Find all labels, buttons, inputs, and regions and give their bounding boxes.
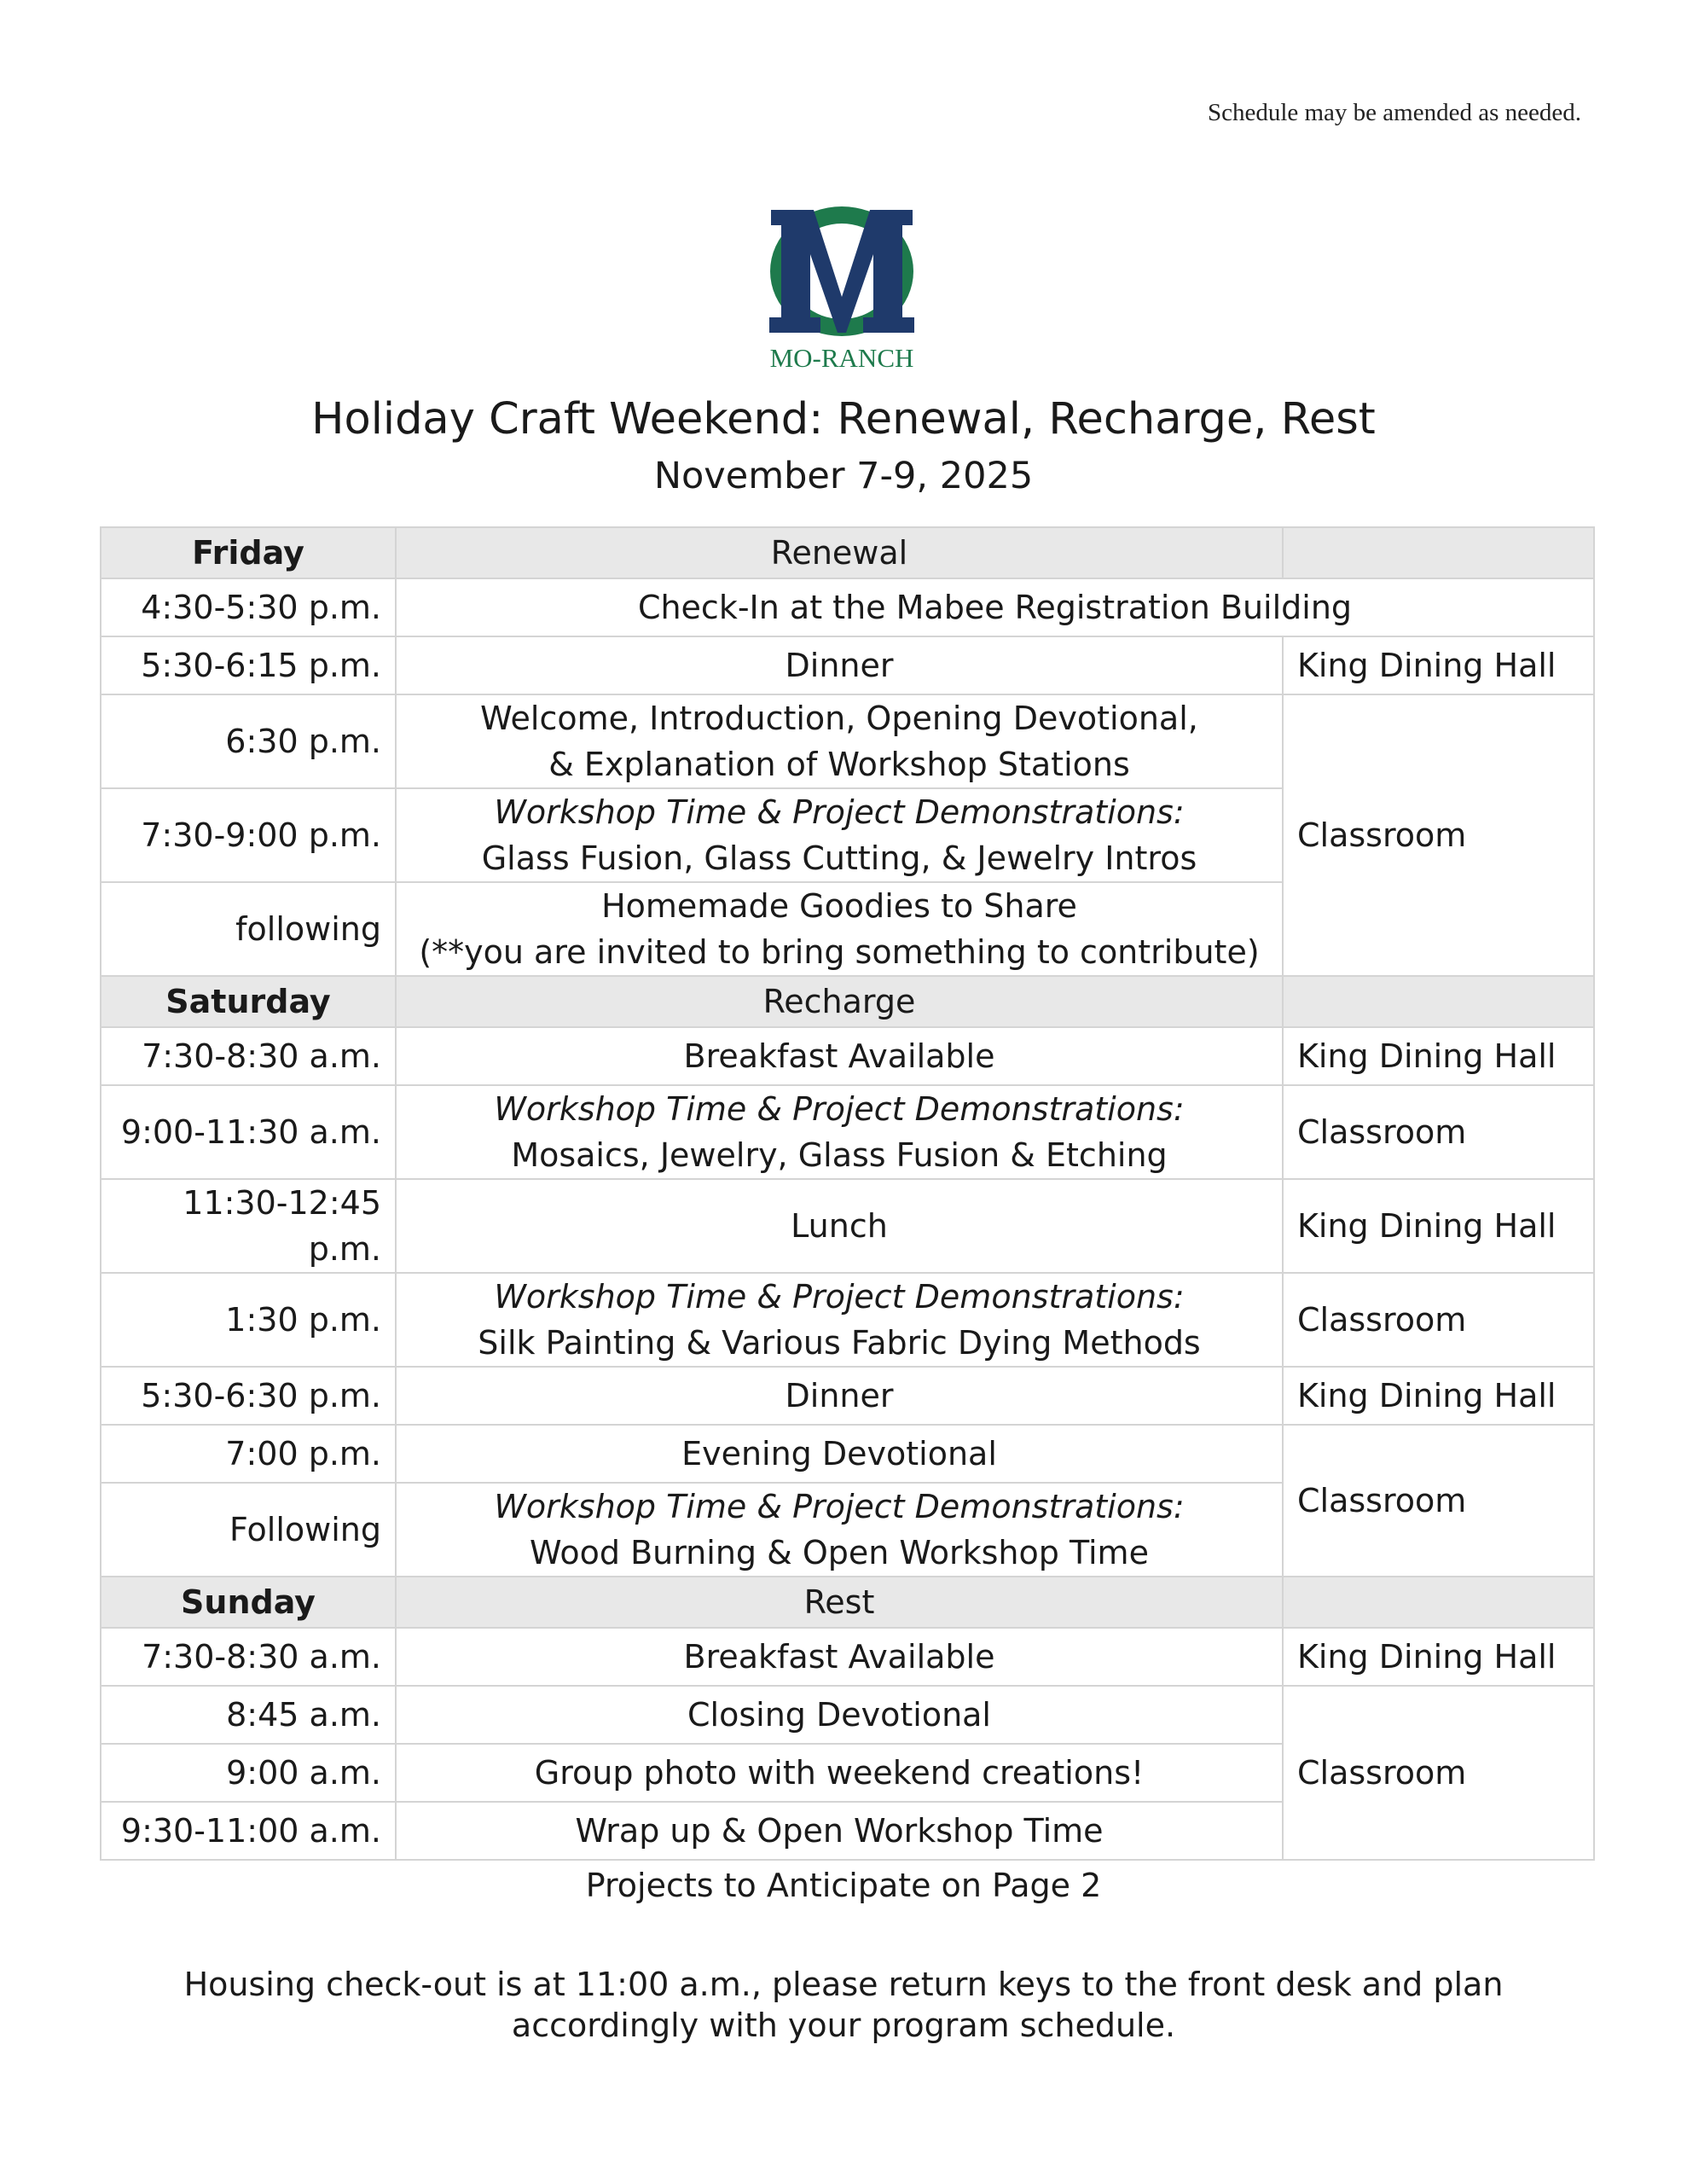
location-cell: King Dining Hall <box>1283 1367 1594 1425</box>
activity-cell: Dinner <box>396 636 1283 694</box>
activity-line: Mosaics, Jewelry, Glass Fusion & Etching <box>511 1136 1168 1174</box>
time-cell: 6:30 p.m. <box>101 694 396 788</box>
activity-line: & Explanation of Workshop Stations <box>548 746 1130 783</box>
activity-cell <box>396 1483 1283 1577</box>
schedule-row <box>101 1367 1594 1425</box>
event-dates: November 7-9, 2025 <box>653 455 1034 497</box>
logo-wordmark: MO-RANCH <box>769 343 914 373</box>
location-cell: King Dining Hall <box>1283 1628 1594 1686</box>
time-cell: following <box>101 882 396 976</box>
day-header-sunday <box>101 1577 1594 1628</box>
day-header-saturday <box>101 976 1594 1027</box>
time-cell: 11:30-12:45 p.m. <box>101 1179 396 1273</box>
activity-line: Homemade Goodies to Share <box>601 887 1077 925</box>
time-cell: 9:00-11:30 a.m. <box>101 1085 396 1179</box>
day-label: Friday <box>101 527 396 578</box>
time-cell: 9:30-11:00 a.m. <box>101 1802 396 1860</box>
activity-cell: Lunch <box>396 1179 1283 1273</box>
activity-cell: Dinner <box>396 1367 1283 1425</box>
mo-ranch-logo <box>761 203 923 374</box>
activity-heading: Workshop Time & Project Demonstrations: <box>494 1278 1185 1316</box>
schedule-row <box>101 636 1594 694</box>
page-title: Holiday Craft Weekend: Renewal, Recharge, Rest <box>311 394 1376 444</box>
time-cell: 5:30-6:30 p.m. <box>101 1367 396 1425</box>
day-label: Saturday <box>101 976 396 1027</box>
activity-line: (**you are invited to bring something to contribute) <box>419 933 1260 971</box>
activity-cell: Wrap up & Open Workshop Time <box>396 1802 1283 1860</box>
time-cell: 5:30-6:15 p.m. <box>101 636 396 694</box>
schedule-row <box>101 1085 1594 1179</box>
activity-cell <box>396 1085 1283 1179</box>
schedule-row <box>101 1686 1594 1744</box>
amendment-note: Schedule may be amended as needed. <box>1207 99 1581 126</box>
activity-cell: Breakfast Available <box>396 1027 1283 1085</box>
schedule-row <box>101 1179 1594 1273</box>
activity-line: Silk Painting & Various Fabric Dying Methods <box>478 1324 1201 1362</box>
location-cell: Classroom <box>1283 1085 1594 1179</box>
day-theme: Rest <box>396 1577 1283 1628</box>
schedule-row <box>101 1027 1594 1085</box>
location-cell: King Dining Hall <box>1283 636 1594 694</box>
activity-cell <box>396 882 1283 976</box>
location-cell: Classroom <box>1283 694 1594 976</box>
schedule-row <box>101 578 1594 636</box>
location-cell: King Dining Hall <box>1283 1027 1594 1085</box>
location-cell: Classroom <box>1283 1686 1594 1860</box>
activity-cell: Group photo with weekend creations! <box>396 1744 1283 1802</box>
location-cell: Classroom <box>1283 1425 1594 1577</box>
schedule-row <box>101 694 1594 788</box>
schedule-row <box>101 1628 1594 1686</box>
activity-cell: Breakfast Available <box>396 1628 1283 1686</box>
activity-heading: Workshop Time & Project Demonstrations: <box>494 1090 1185 1128</box>
checkout-note: Housing check-out is at 11:00 a.m., please return keys to the front desk and plan accordingly with your program schedule. <box>183 1966 1504 2044</box>
day-header-blank <box>1283 976 1594 1027</box>
day-header-friday <box>101 527 1594 578</box>
activity-line: Welcome, Introduction, Opening Devotional, <box>480 700 1198 737</box>
time-cell: 1:30 p.m. <box>101 1273 396 1367</box>
day-header-blank <box>1283 1577 1594 1628</box>
time-cell: Following <box>101 1483 396 1577</box>
day-header-blank <box>1283 527 1594 578</box>
location-cell: King Dining Hall <box>1283 1179 1594 1273</box>
time-cell: 7:00 p.m. <box>101 1425 396 1483</box>
time-cell: 7:30-8:30 a.m. <box>101 1027 396 1085</box>
schedule-row <box>101 1273 1594 1367</box>
time-cell: 9:00 a.m. <box>101 1744 396 1802</box>
activity-cell <box>396 694 1283 788</box>
time-cell: 7:30-9:00 p.m. <box>101 788 396 882</box>
activity-cell <box>396 788 1283 882</box>
day-theme: Recharge <box>396 976 1283 1027</box>
activity-heading: Workshop Time & Project Demonstrations: <box>494 1488 1185 1525</box>
day-theme: Renewal <box>396 527 1283 578</box>
time-cell: 8:45 a.m. <box>101 1686 396 1744</box>
time-cell: 7:30-8:30 a.m. <box>101 1628 396 1686</box>
activity-cell: Check-In at the Mabee Registration Building <box>396 578 1594 636</box>
activity-cell <box>396 1273 1283 1367</box>
day-label: Sunday <box>101 1577 396 1628</box>
location-cell: Classroom <box>1283 1273 1594 1367</box>
activity-heading: Workshop Time & Project Demonstrations: <box>494 793 1185 831</box>
activity-cell: Closing Devotional <box>396 1686 1283 1744</box>
activity-line: Glass Fusion, Glass Cutting, & Jewelry Intros <box>481 839 1197 877</box>
schedule-row <box>101 1425 1594 1483</box>
schedule-table <box>100 526 1595 1861</box>
projects-note: Projects to Anticipate on Page 2 <box>585 1867 1102 1904</box>
activity-cell: Evening Devotional <box>396 1425 1283 1483</box>
time-cell: 4:30-5:30 p.m. <box>101 578 396 636</box>
activity-line: Wood Burning & Open Workshop Time <box>530 1534 1149 1571</box>
